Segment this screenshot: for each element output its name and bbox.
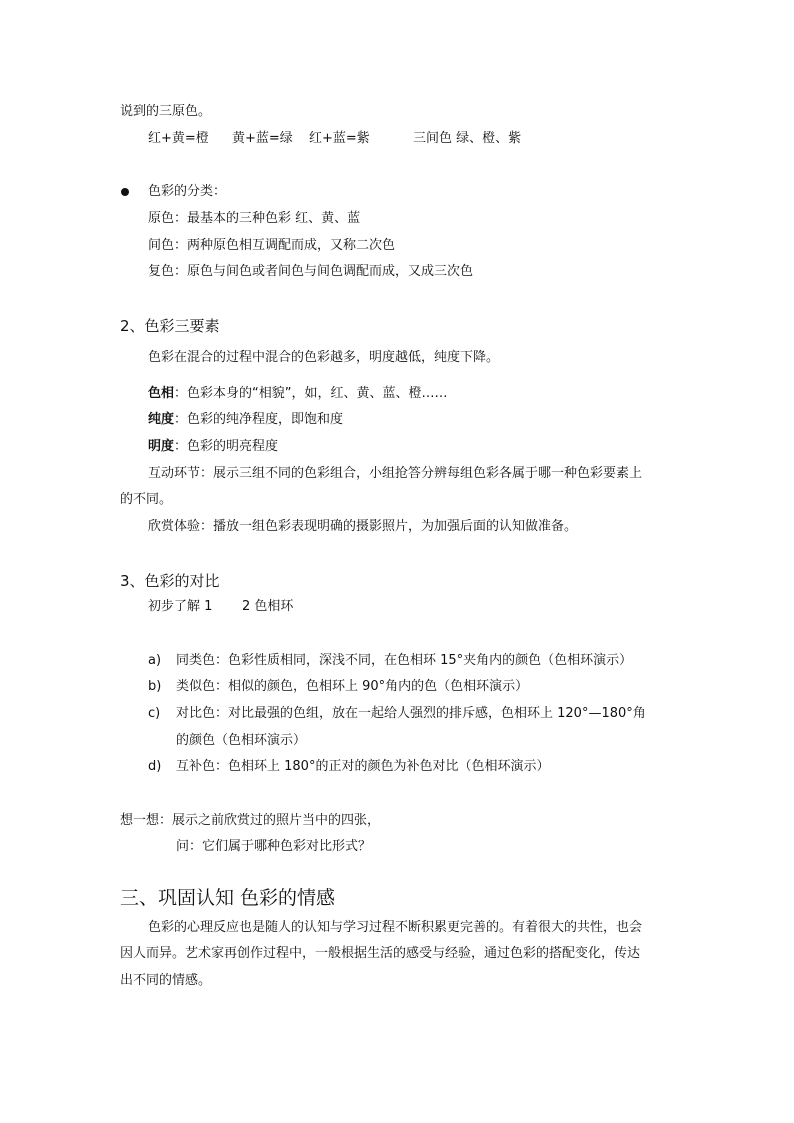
think-line-2: 问：它们属于哪种色彩对比形式？ <box>176 839 372 854</box>
list-item-contrast: 对比色：对比最强的色组，放在一起给人强烈的排斥感，色相环上 120°—180°角 <box>176 706 646 721</box>
think-line-1: 想一想：展示之前欣赏过的照片当中的四张， <box>120 813 381 828</box>
bullet-icon <box>121 188 129 196</box>
hue-term: 色相 <box>148 386 175 401</box>
interactive-line-1: 互动环节：展示三组不同的色彩组合，小组抢答分辨每组色彩各属于哪一种色彩要素上 <box>148 466 643 481</box>
secondary-colors-list: 三间色 绿、橙、紫 <box>413 131 522 146</box>
list-marker-d: d) <box>148 759 162 774</box>
emotion-paragraph-line-2: 因人而异。艺术家再创作过程中，一般根据生活的感受与经验，通过色彩的搭配变化，传达 <box>120 946 641 961</box>
classification-secondary: 间色：两种原色相互调配而成，又称二次色 <box>148 238 396 253</box>
mixing-red-yellow: 红+黄=橙 <box>148 131 209 146</box>
purity-line <box>148 412 343 428</box>
section3-intro-b: 2 色相环 <box>242 599 294 614</box>
list-marker-c: c) <box>148 706 161 721</box>
intro-line: 说到的三原色。 <box>120 104 212 119</box>
brightness-text: ：色彩的明亮程度 <box>174 439 279 454</box>
appreciation-line: 欣赏体验：播放一组色彩表现明确的摄影照片，为加强后面的认知做准备。 <box>148 519 578 534</box>
interactive-line-2: 的不同。 <box>120 492 173 507</box>
purity-term: 纯度 <box>148 412 175 427</box>
list-item-similar-hue: 类似色：相似的颜色，色相环上 90°角内的色（色相环演示） <box>176 679 529 694</box>
mixing-red-blue: 红+蓝=紫 <box>309 131 370 146</box>
hue-line <box>148 386 448 402</box>
classification-title: 色彩的分类： <box>148 184 227 199</box>
emotion-paragraph-line-3: 出不同的情感。 <box>120 973 212 988</box>
hue-text: ：色彩本身的“相貌”，如，红、黄、蓝、橙…… <box>174 386 448 401</box>
emotion-paragraph-line-1: 色彩的心理反应也是随人的认知与学习过程不断积累更完善的。有着很大的共性，也会 <box>148 920 643 935</box>
classification-primary: 原色：最基本的三种色彩 红、黄、蓝 <box>148 211 361 226</box>
section3-intro-a: 初步了解 1 <box>148 599 213 614</box>
list-marker-b: b) <box>148 679 162 694</box>
list-marker-a: a) <box>148 653 162 668</box>
section2-heading: 2、色彩三要素 <box>120 317 220 335</box>
mixing-yellow-blue: 黄+蓝=绿 <box>232 131 293 146</box>
list-item-same-hue: 同类色：色彩性质相同，深浅不同，在色相环 15°夹角内的颜色（色相环演示） <box>176 653 633 668</box>
section2-intro: 色彩在混合的过程中混合的色彩越多，明度越低，纯度下降。 <box>148 350 500 365</box>
brightness-term: 明度 <box>148 439 175 454</box>
section-three-heading: 三、巩固认知 色彩的情感 <box>120 887 336 909</box>
brightness-line <box>148 439 278 455</box>
list-item-contrast-cont: 的颜色（色相环演示） <box>176 733 307 748</box>
list-item-complementary: 互补色：色相环上 180°的正对的颜色为补色对比（色相环演示） <box>176 759 550 774</box>
section3-heading: 3、色彩的对比 <box>120 572 220 590</box>
purity-text: ：色彩的纯净程度，即饱和度 <box>174 412 344 427</box>
classification-tertiary: 复色：原色与间色或者间色与间色调配而成，又成三次色 <box>148 264 474 279</box>
